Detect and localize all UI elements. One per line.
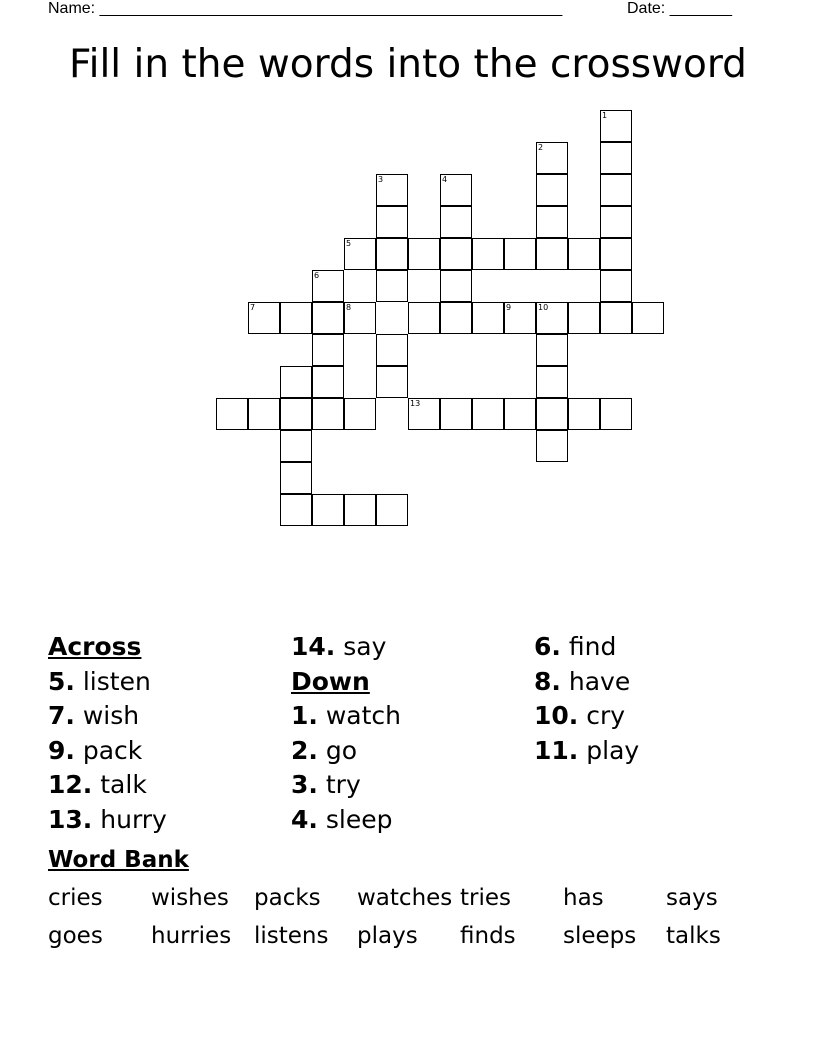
grid-cell[interactable] (472, 398, 504, 430)
grid-cell[interactable] (536, 174, 568, 206)
clue-item (291, 699, 531, 734)
grid-cell[interactable] (312, 270, 344, 302)
clue-number: 13 (410, 399, 421, 408)
clue-column-1 (48, 630, 288, 837)
clue-item-number: 13. (48, 804, 93, 834)
clue-item (291, 768, 531, 803)
word-bank-title: Word Bank (48, 847, 189, 873)
grid-cell[interactable] (536, 430, 568, 462)
grid-cell[interactable] (312, 334, 344, 366)
grid-cell[interactable] (632, 302, 664, 334)
clue-item-text: pack (82, 735, 143, 765)
grid-cell[interactable] (344, 494, 376, 526)
grid-cell[interactable] (312, 366, 344, 398)
grid-cell[interactable] (472, 302, 504, 334)
grid-cell[interactable] (600, 398, 632, 430)
grid-cell[interactable] (536, 398, 568, 430)
clue-item (534, 734, 774, 769)
grid-cell[interactable] (312, 494, 344, 526)
clue-item-text: talk (100, 770, 147, 799)
grid-cell[interactable] (280, 366, 312, 398)
grid-cell[interactable] (536, 238, 568, 270)
clue-item (48, 768, 288, 803)
clue-item-number: 10. (534, 701, 579, 730)
grid-cell[interactable] (280, 430, 312, 462)
grid-cell[interactable] (536, 142, 568, 174)
grid-cell[interactable] (536, 334, 568, 366)
grid-cell[interactable] (408, 398, 440, 430)
clue-item (48, 734, 288, 769)
grid-cell[interactable] (248, 302, 280, 334)
clue-item-text: hurry (100, 804, 167, 834)
word-bank-word: goes (48, 923, 103, 949)
clue-number: 2 (538, 143, 544, 152)
clue-number: 4 (442, 175, 448, 184)
grid-cell[interactable] (280, 302, 312, 334)
clue-number: 9 (506, 303, 512, 312)
clue-number: 8 (346, 303, 352, 312)
grid-cell[interactable] (568, 398, 600, 430)
grid-cell[interactable] (440, 398, 472, 430)
grid-cell[interactable] (600, 206, 632, 238)
grid-cell[interactable] (536, 366, 568, 398)
clue-item-text: go (325, 735, 358, 765)
grid-cell[interactable] (344, 302, 376, 334)
clue-number: 1 (602, 111, 608, 120)
grid-cell[interactable] (568, 302, 600, 334)
grid-cell[interactable] (280, 462, 312, 494)
grid-cell[interactable] (504, 238, 536, 270)
grid-cell[interactable] (216, 398, 248, 430)
word-bank-word: sleeps (563, 923, 637, 949)
clue-item-text: find (568, 632, 617, 661)
clue-number: 10 (538, 303, 549, 312)
clue-item (534, 665, 774, 700)
clue-heading: Down (291, 666, 370, 696)
word-bank-word: packs (254, 885, 321, 911)
clue-item-number: 4. (291, 804, 318, 834)
clue-item (48, 699, 288, 734)
word-bank-word: talks (666, 923, 721, 949)
grid-cell[interactable] (440, 270, 472, 302)
grid-cell[interactable] (376, 238, 408, 270)
clue-item-number: 14. (291, 632, 336, 661)
word-bank-word: plays (357, 923, 418, 949)
grid-cell[interactable] (376, 366, 408, 398)
clue-item-number: 5. (48, 666, 75, 696)
grid-cell[interactable] (568, 238, 600, 270)
word-bank-word: cries (48, 885, 103, 911)
grid-cell[interactable] (280, 494, 312, 526)
grid-cell[interactable] (376, 270, 408, 302)
grid-cell[interactable] (600, 110, 632, 142)
clue-item (48, 665, 288, 700)
word-bank-word: finds (460, 923, 516, 949)
clue-item (291, 803, 531, 838)
grid-cell[interactable] (440, 174, 472, 206)
grid-cell[interactable] (280, 398, 312, 430)
grid-cell[interactable] (376, 206, 408, 238)
page-title: Fill in the words into the crossword (69, 42, 747, 87)
clue-column-3 (534, 630, 774, 768)
clue-item-number: 7. (48, 701, 75, 730)
word-bank-word: tries (460, 885, 511, 911)
word-bank-word: hurries (151, 923, 232, 949)
grid-cell[interactable] (504, 302, 536, 334)
grid-cell[interactable] (440, 302, 472, 334)
word-bank-word: has (563, 885, 604, 911)
word-bank-word: says (666, 885, 718, 911)
clue-item (534, 699, 774, 734)
word-bank-word: wishes (151, 885, 229, 911)
grid-cell[interactable] (472, 238, 504, 270)
grid-cell[interactable] (376, 494, 408, 526)
grid-cell[interactable] (504, 398, 536, 430)
clue-number: 7 (250, 303, 256, 312)
clue-item-number: 12. (48, 770, 93, 799)
grid-cell[interactable] (312, 398, 344, 430)
clue-item-text: wish (82, 701, 140, 730)
grid-cell[interactable] (248, 398, 280, 430)
grid-cell[interactable] (440, 206, 472, 238)
clue-item-number: 2. (291, 735, 318, 765)
clue-item-text: watch (325, 701, 402, 730)
grid-cell[interactable] (440, 238, 472, 270)
clue-item-text: say (343, 632, 387, 661)
grid-cell[interactable] (536, 302, 568, 334)
clue-number: 6 (314, 271, 320, 280)
clue-item-text: sleep (325, 804, 393, 834)
clue-item-number: 11. (534, 735, 579, 765)
grid-cell[interactable] (600, 174, 632, 206)
clue-item (291, 630, 531, 665)
grid-cell[interactable] (376, 334, 408, 366)
clue-item-text: cry (586, 701, 626, 730)
grid-cell[interactable] (600, 302, 632, 334)
clue-heading: Across (48, 632, 142, 661)
clue-item-number: 3. (291, 770, 318, 799)
word-bank-word: listens (254, 923, 329, 949)
grid-cell[interactable] (312, 302, 344, 334)
clue-item (48, 803, 288, 838)
clue-number: 3 (378, 175, 384, 184)
word-bank-word: watches (357, 885, 453, 911)
clue-number: 5 (346, 239, 352, 248)
clue-column-2 (291, 630, 531, 837)
name-field-label: Name: ____________________________________________________ (48, 0, 563, 17)
clue-item (291, 734, 531, 769)
grid-cell[interactable] (600, 142, 632, 174)
clue-item-text: listen (82, 666, 151, 696)
grid-cell[interactable] (536, 206, 568, 238)
grid-cell[interactable] (600, 238, 632, 270)
clue-item-text: play (586, 735, 640, 765)
grid-cell[interactable] (344, 398, 376, 430)
grid-cell[interactable] (408, 238, 440, 270)
grid-cell[interactable] (600, 270, 632, 302)
clue-item-number: 9. (48, 735, 75, 765)
clue-item (534, 630, 774, 665)
clue-item-text: try (325, 770, 361, 799)
grid-cell[interactable] (344, 238, 376, 270)
clue-item-number: 1. (291, 701, 318, 730)
grid-cell[interactable] (376, 174, 408, 206)
clue-item-text: have (568, 666, 631, 696)
date-field-label: Date: _______ (627, 0, 732, 17)
clue-item-number: 6. (534, 632, 561, 661)
grid-cell[interactable] (408, 302, 440, 334)
clue-item-number: 8. (534, 666, 561, 696)
